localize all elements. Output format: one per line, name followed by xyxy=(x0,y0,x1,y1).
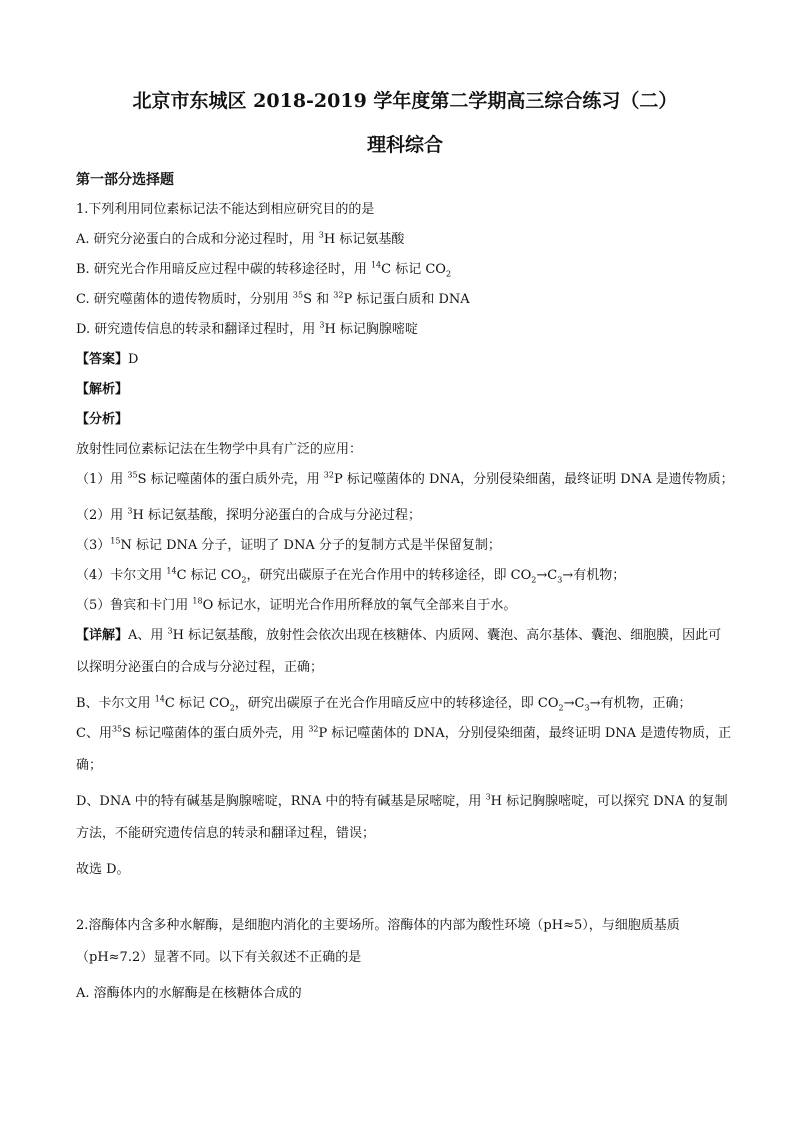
q1-option-c: C. 研究噬菌体的遗传物质时，分别用 $^{35}$S 和 $^{32}$P 标记蛋白质和 DNA xyxy=(76,290,470,307)
q2-stem: 2.溶酶体内含多种水解酶，是细胞内消化的主要场所。溶酶体的内部为酸性环境（pH≈5），与细胞质基质（pH≈7.2）显著不同。以下有关叙述不正确的是 xyxy=(76,918,680,965)
q1-option-a: A. 研究分泌蛋白的合成和分泌过程时，用 $^3$H 标记氨基酸 xyxy=(76,230,405,247)
q1-option-d: D. 研究遗传信息的转录和翻译过程时，用 $^3$H 标记胸腺嘧啶 xyxy=(76,320,418,337)
q1-conclusion: 故选 D。 xyxy=(76,862,130,877)
q2-option-a: A. 溶酶体内的水解酶是在核糖体合成的 xyxy=(76,986,302,1001)
q1-detail-d: D、DNA 中的特有碱基是胸腺嘧啶，RNA 中的特有碱基是尿嘧啶，用 $^3$H 标记胸腺嘧啶，可以探究 DNA 的复制方法，不能研究遗传信息的转录和翻译过程，错误； xyxy=(76,792,728,841)
question-spacer xyxy=(76,880,734,906)
q1-fenxi-label: 【分析】 xyxy=(76,412,129,427)
page-title: 北京市东城区 2018-2019 学年度第二学期高三综合练习（二） xyxy=(132,90,678,112)
q1-intro: 放射性同位素标记法在生物学中具有广泛的应用： xyxy=(76,442,363,457)
q1-detail-b: B、卡尔文用 $^{14}$C 标记 $CO_2$，研究出碳原子在光合作用暗反应中的转移途径，即 $CO_2\to C_3\to$有机物，正确； xyxy=(76,694,692,713)
q1-detail-c: C、用$^{35}$S 标记噬菌体的蛋白质外壳，用 $^{32}$P 标记噬菌体的 DNA，分别侵染细菌，最终证明 DNA 是遗传物质，正确； xyxy=(76,724,732,773)
section-heading: 第一部分选择题 xyxy=(76,172,174,188)
q1-option-b: B. 研究光合作用暗反应过程中碳的转移途径时，用 $^{14}$C 标记 $CO_2$ xyxy=(76,260,452,279)
q1-analysis-label: 【解析】 xyxy=(76,382,129,397)
q1-detail-a: 【详解】A、用 $^3$H 标记氨基酸，放射性会依次出现在核糖体、内质网、囊泡、高尔基体、囊泡、细胞膜，因此可以探明分泌蛋白的合成与分泌过程，正确； xyxy=(76,626,722,675)
q1-point-1: （1）用 $^{35}$S 标记噬菌体的蛋白质外壳，用 $^{32}$P 标记噬菌体的 DNA，分别侵染细菌，最终证明 DNA 是遗传物质； xyxy=(76,470,734,487)
q1-point-2: （2）用 $^3$H 标记氨基酸，探明分泌蛋白的合成与分泌过程； xyxy=(76,506,421,523)
q1-point-4: （4）卡尔文用 $^{14}$C 标记 $CO_2$，研究出碳原子在光合作用中的转移途径，即 $CO_2\to C_3\to$有机物； xyxy=(76,566,626,585)
page-subtitle: 理科综合 xyxy=(366,134,443,156)
q1-point-5: （5）鲁宾和卡门用 $^{18}$O 标记水，证明光合作用所释放的氧气全部来自于水。 xyxy=(76,596,517,613)
q1-answer: 【答案】D xyxy=(76,352,139,367)
q1-point-3: $(3)^{15}N$ 标记 DNA 分子，证明了 DNA 分子的复制方式是半保留复制； xyxy=(76,536,501,553)
q1-detail-label: 【详解】 xyxy=(76,628,129,643)
q1-stem: 1.下列利用同位素标记法不能达到相应研究目的的是 xyxy=(76,202,375,217)
